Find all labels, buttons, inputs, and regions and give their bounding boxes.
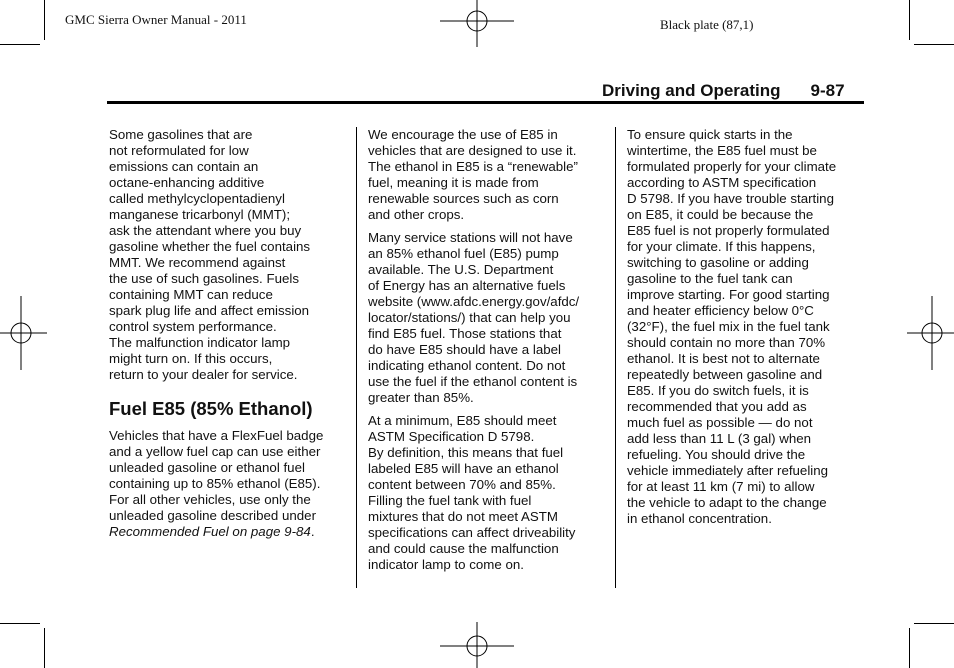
text-line: available. The U.S. Department bbox=[368, 262, 554, 277]
column-divider-1 bbox=[356, 127, 357, 588]
text-line: ethanol. It is best not to alternate bbox=[627, 351, 820, 366]
text-line: indicator lamp to come on. bbox=[368, 557, 524, 572]
paragraph-astm bbox=[368, 413, 608, 573]
text-line: should contain no more than 70% bbox=[627, 335, 826, 350]
registration-mark-right bbox=[906, 296, 954, 370]
text-line: At a minimum, E85 should meet bbox=[368, 413, 557, 428]
text-line: octane-enhancing additive bbox=[109, 175, 265, 190]
text-line: wintertime, the E85 fuel must be bbox=[627, 143, 817, 158]
column-divider-2 bbox=[615, 127, 616, 588]
text-line: might turn on. If this occurs, bbox=[109, 351, 273, 366]
text-line: website (www.afdc.energy.gov/afdc/ bbox=[368, 294, 580, 309]
text-line: D 5798. If you have trouble starting bbox=[627, 191, 834, 206]
period: . bbox=[310, 524, 315, 539]
text-line: Many service stations will not have bbox=[368, 230, 573, 245]
text-line: E85 fuel is not properly formulated bbox=[627, 223, 830, 238]
registration-mark-bottom bbox=[440, 622, 514, 668]
crop-mark-bl-v bbox=[44, 628, 45, 668]
text-line: Vehicles that have a FlexFuel badge bbox=[109, 428, 324, 443]
text-line: E85. If you do switch fuels, it is bbox=[627, 383, 809, 398]
text-line: renewable sources such as corn bbox=[368, 191, 559, 206]
paragraph-service-stations bbox=[368, 230, 608, 406]
text-line: called methylcyclopentadienyl bbox=[109, 191, 285, 206]
text-line: fuel, meaning it is made from bbox=[368, 175, 539, 190]
text-line: control system performance. bbox=[109, 319, 277, 334]
text-line: and could cause the malfunction bbox=[368, 541, 559, 556]
text-line: not reformulated for low bbox=[109, 143, 249, 158]
text-line: MMT. We recommend against bbox=[109, 255, 286, 270]
section-heading: Fuel E85 (85% Ethanol) bbox=[109, 398, 313, 419]
text-line: manganese tricarbonyl (MMT); bbox=[109, 207, 291, 222]
text-line: improve starting. For good starting bbox=[627, 287, 830, 302]
text-line: Filling the fuel tank with fuel bbox=[368, 493, 532, 508]
page-number: 9-87 bbox=[810, 81, 845, 100]
paragraph-encourage-e85 bbox=[368, 127, 608, 223]
text-line: vehicle immediately after refueling bbox=[627, 463, 829, 478]
text-line: for your climate. If this happens, bbox=[627, 239, 816, 254]
text-line: for at least 11 km (7 mi) to allow bbox=[627, 479, 815, 494]
section-header bbox=[602, 81, 845, 101]
registration-mark-top bbox=[440, 0, 514, 48]
text-line: switching to gasoline or adding bbox=[627, 255, 809, 270]
text-line: and other crops. bbox=[368, 207, 465, 222]
text-line: unleaded gasoline described under bbox=[109, 508, 316, 523]
text-line: and a yellow fuel cap can use either bbox=[109, 444, 321, 459]
text-line: the vehicle to adapt to the change bbox=[627, 495, 827, 510]
text-line: indicating ethanol content. Do not bbox=[368, 358, 566, 373]
text-line: locator/stations/) that can help you bbox=[368, 310, 571, 325]
text-line: an 85% ethanol fuel (E85) pump bbox=[368, 246, 559, 261]
text-line: For all other vehicles, use only the bbox=[109, 492, 311, 507]
text-line: gasoline to the fuel tank can bbox=[627, 271, 793, 286]
text-line: The malfunction indicator lamp bbox=[109, 335, 291, 350]
text-line: unleaded gasoline or ethanol fuel bbox=[109, 460, 305, 475]
manual-title: GMC Sierra Owner Manual - 2011 bbox=[65, 12, 247, 27]
text-line: emissions can contain an bbox=[109, 159, 259, 174]
text-line: mixtures that do not meet ASTM bbox=[368, 509, 558, 524]
text-line: gasoline whether the fuel contains bbox=[109, 239, 311, 254]
text-line: greater than 85%. bbox=[368, 390, 474, 405]
paragraph-flexfuel bbox=[109, 428, 349, 540]
text-line: (32°F), the fuel mix in the fuel tank bbox=[627, 319, 830, 334]
paragraph-quick-starts bbox=[627, 127, 867, 527]
text-line: of Energy has an alternative fuels bbox=[368, 278, 566, 293]
text-line: in ethanol concentration. bbox=[627, 511, 772, 526]
text-line: spark plug life and affect emission bbox=[109, 303, 310, 318]
cross-reference-link[interactable]: Recommended Fuel on page 9-84 bbox=[109, 524, 311, 539]
crop-mark-tl-h bbox=[0, 44, 40, 45]
header-rule bbox=[107, 101, 864, 104]
text-line: use the fuel if the ethanol content is bbox=[368, 374, 578, 389]
section-title: Driving and Operating bbox=[602, 81, 781, 100]
text-line: refueling. You should drive the bbox=[627, 447, 806, 462]
text-line: The ethanol in E85 is a “renewable” bbox=[368, 159, 578, 174]
paragraph-mmt bbox=[109, 127, 349, 383]
crop-mark-tr-h bbox=[914, 44, 954, 45]
text-line: We encourage the use of E85 in bbox=[368, 127, 558, 142]
crop-mark-tr-v bbox=[909, 0, 910, 40]
text-line: ask the attendant where you buy bbox=[109, 223, 302, 238]
crop-mark-bl-h bbox=[0, 623, 40, 624]
text-line: content between 70% and 85%. bbox=[368, 477, 556, 492]
text-line: containing MMT can reduce bbox=[109, 287, 273, 302]
column-2 bbox=[368, 127, 608, 580]
registration-mark-left bbox=[0, 296, 48, 370]
text-line bbox=[109, 524, 349, 540]
crop-mark-tl-v bbox=[44, 0, 45, 40]
text-line: according to ASTM specification bbox=[627, 175, 817, 190]
text-line: formulated properly for your climate bbox=[627, 159, 837, 174]
text-line: find E85 fuel. Those stations that bbox=[368, 326, 562, 341]
text-line: containing up to 85% ethanol (E85). bbox=[109, 476, 321, 491]
text-line: much fuel as possible — do not bbox=[627, 415, 813, 430]
crop-mark-br-h bbox=[914, 623, 954, 624]
text-line: the use of such gasolines. Fuels bbox=[109, 271, 299, 286]
text-line: ASTM Specification D 5798. bbox=[368, 429, 535, 444]
text-line: on E85, it could be because the bbox=[627, 207, 814, 222]
plate-label: Black plate (87,1) bbox=[660, 17, 754, 32]
text-line: To ensure quick starts in the bbox=[627, 127, 793, 142]
text-line: recommended that you add as bbox=[627, 399, 807, 414]
column-3 bbox=[627, 127, 867, 534]
text-line: Some gasolines that are bbox=[109, 127, 253, 142]
text-line: return to your dealer for service. bbox=[109, 367, 298, 382]
text-line: labeled E85 will have an ethanol bbox=[368, 461, 559, 476]
text-line: and heater efficiency below 0°C bbox=[627, 303, 814, 318]
text-line: repeatedly between gasoline and bbox=[627, 367, 823, 382]
text-line: do have E85 should have a label bbox=[368, 342, 561, 357]
text-line: By definition, this means that fuel bbox=[368, 445, 564, 460]
crop-mark-br-v bbox=[909, 628, 910, 668]
text-line: specifications can affect driveability bbox=[368, 525, 576, 540]
text-line: add less than 11 L (3 gal) when bbox=[627, 431, 812, 446]
text-line: vehicles that are designed to use it. bbox=[368, 143, 577, 158]
column-1 bbox=[109, 127, 349, 547]
